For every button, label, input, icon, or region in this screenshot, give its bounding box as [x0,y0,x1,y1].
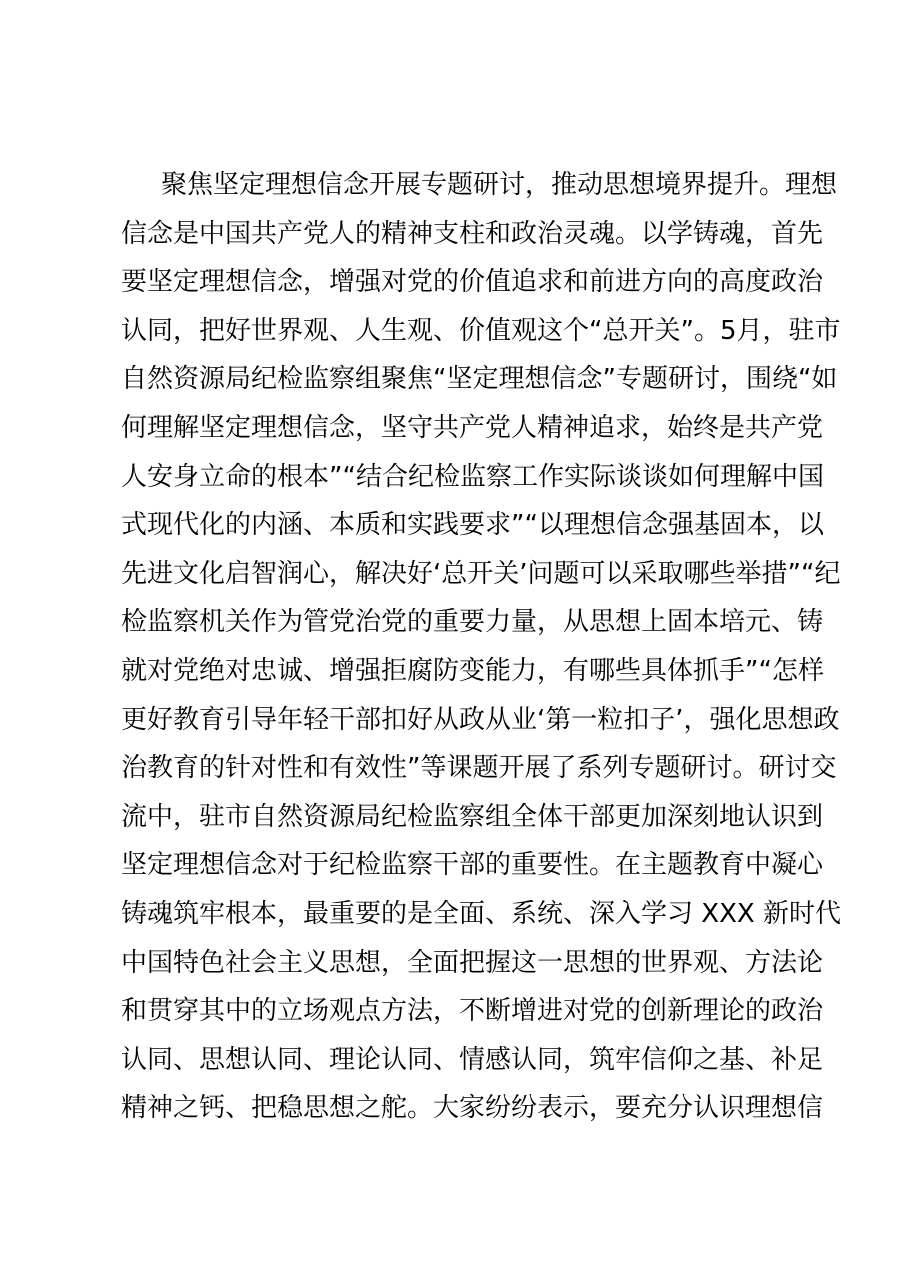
text-line: 精神之钙、把稳思想之舵。大家纷纷表示，要充分认识理想信 [121,1093,824,1124]
text-line: 信念是中国共产党人的精神支柱和政治灵魂。以学铸魂，首先 [121,218,824,249]
text-line: 和贯穿其中的立场观点方法，不断增进对党的创新理论的政治 [121,996,824,1027]
text-line: 要坚定理想信念，增强对党的价值追求和前进方向的高度政治 [121,267,824,298]
text-line: 中国特色社会主义思想，全面把握这一思想的世界观、方法论 [121,947,824,978]
text-line: 就对党绝对忠诚、增强拒腐防变能力，有哪些具体抓手”“怎样 [121,655,824,686]
text-line: 认同、思想认同、理论认同、情感认同，筑牢信仰之基、补足 [121,1044,824,1075]
text-line: 式现代化的内涵、本质和实践要求”“以理想信念强基固本，以 [121,510,824,541]
text-line: 认同，把好世界观、人生观、价值观这个“总开关”。5月，驻市 [121,315,841,346]
text-line: 自然资源局纪检监察组聚焦“坚定理想信念”专题研讨，围绕“如 [121,364,838,395]
text-line: 更好教育引导年轻干部扣好从政从业‘第一粒扣子’，强化思想政 [121,704,840,735]
body-paragraph [121,161,841,1133]
text-line: 流中，驻市自然资源局纪检监察组全体干部更加深刻地认识到 [121,801,824,832]
text-line: 铸魂筑牢根本，最重要的是全面、系统、深入学习 XXX 新时代 [121,898,841,929]
text-line: 人安身立命的根本”“结合纪检监察工作实际谈谈如何理解中国 [121,461,824,492]
text-line: 何理解坚定理想信念，坚守共产党人精神追求，始终是共产党 [121,412,824,443]
text-line: 治教育的针对性和有效性”等课题开展了系列专题研讨。研讨交 [121,753,837,784]
text-line: 检监察机关作为管党治党的重要力量，从思想上固本培元、铸 [121,607,824,638]
text-line: 坚定理想信念对于纪检监察干部的重要性。在主题教育中凝心 [121,850,824,881]
text-line: 先进文化启智润心，解决好‘总开关’问题可以采取哪些举措”“纪 [121,558,841,589]
text-line: 聚焦坚定理想信念开展专题研讨，推动思想境界提升。理想 [161,170,838,200]
